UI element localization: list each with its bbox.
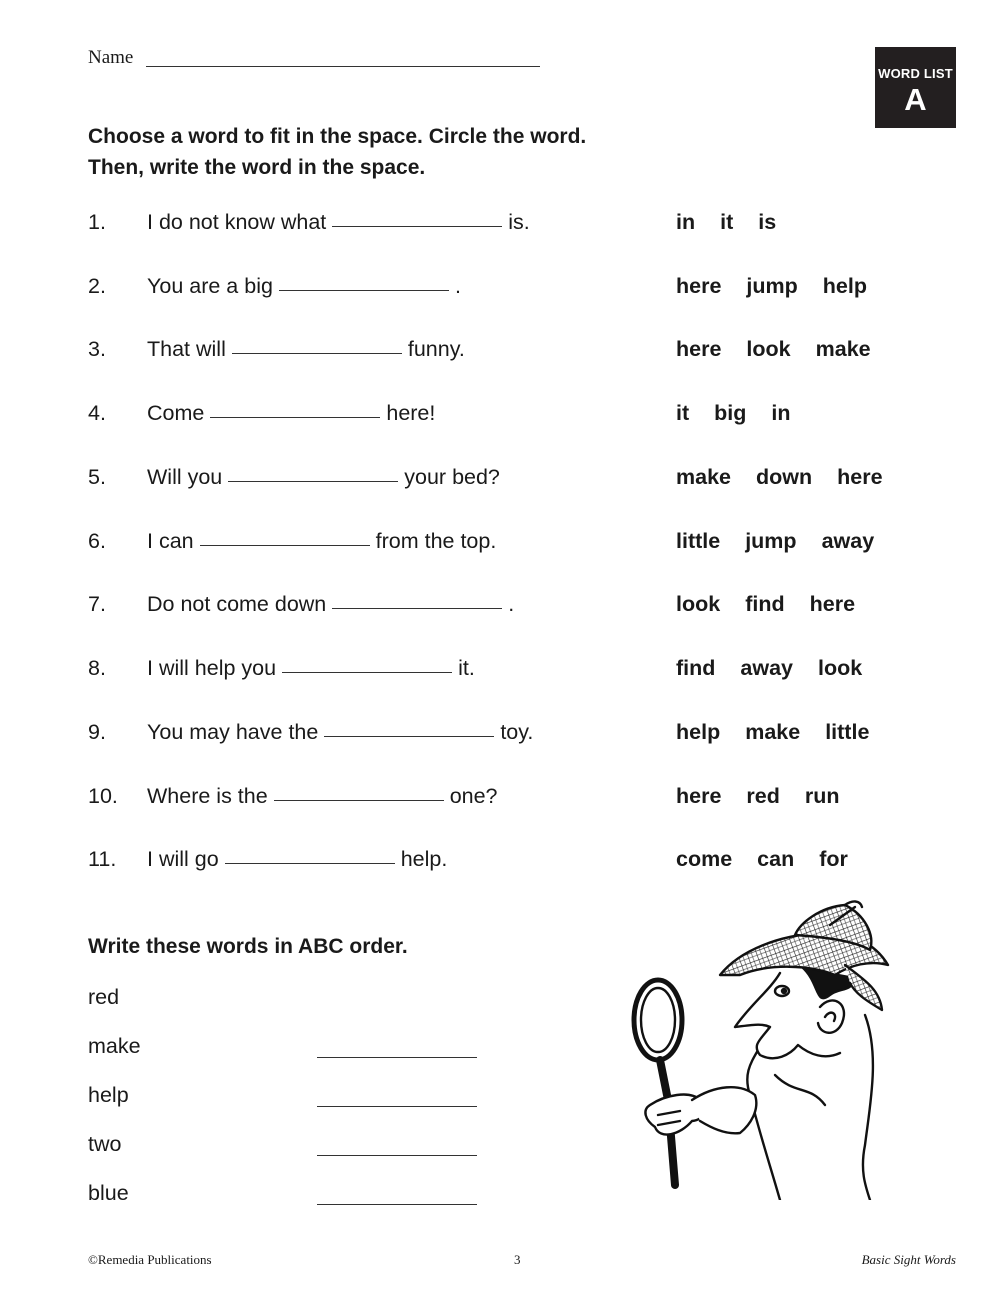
abc-word: help [88,1083,129,1107]
instruction-line-1: Choose a word to fit in the space. Circle the word. [88,125,587,148]
answer-blank[interactable] [332,226,502,227]
abc-word: two [88,1132,122,1156]
choice-word[interactable]: jump [746,274,798,298]
sentence-after: it. [458,656,475,680]
page-number: 3 [514,1252,521,1267]
badge-title: WORD LIST [878,66,953,81]
sentence-after: is. [508,210,530,234]
sentence-after: your bed? [404,465,500,489]
choice-word[interactable]: is [758,210,777,234]
sentence-before: Do not come down [147,592,327,616]
abc-answer-line[interactable] [317,1204,477,1205]
question-sentence [147,656,475,681]
word-choices [676,529,899,554]
sentence-before: That will [147,337,226,361]
word-choices [676,592,880,617]
abc-word: make [88,1034,141,1058]
word-choices [676,784,865,809]
word-choices [676,401,816,426]
choice-word[interactable]: help [676,720,721,744]
question-number: 10. [88,784,118,808]
choice-word[interactable]: make [745,720,801,744]
choice-word[interactable]: in [676,210,696,234]
choice-word[interactable]: away [821,529,875,553]
question-row [0,274,1000,314]
name-label: Name [88,47,134,68]
choice-word[interactable]: here [837,465,883,489]
question-sentence [147,337,465,362]
choice-word[interactable]: find [676,656,716,680]
word-choices [676,210,801,235]
sentence-after: . [508,592,515,616]
sentence-after: one? [449,784,498,808]
question-sentence [147,529,496,554]
choice-word[interactable]: little [825,720,870,744]
answer-blank[interactable] [324,736,494,737]
choice-word[interactable]: for [819,847,848,871]
abc-word: blue [88,1181,129,1205]
choice-word[interactable]: in [771,401,791,425]
question-number: 2. [88,274,106,298]
question-row [0,592,1000,632]
choice-word[interactable]: red [746,784,780,808]
answer-blank[interactable] [200,545,370,546]
question-number: 11. [88,847,117,871]
sentence-after: from the top. [375,529,497,553]
question-number: 7. [88,592,106,616]
question-sentence [147,592,514,617]
question-number: 8. [88,656,106,680]
name-blank-line[interactable] [146,66,540,67]
question-row [0,529,1000,569]
choice-word[interactable]: little [676,529,721,553]
sentence-before: I do not know what [147,210,327,234]
question-row [0,784,1000,824]
sentence-before: I will help you [147,656,277,680]
abc-answer-line[interactable] [317,1155,477,1156]
answer-blank[interactable] [332,608,502,609]
answer-blank[interactable] [225,863,395,864]
word-choices [676,847,873,872]
answer-blank[interactable] [232,353,402,354]
question-row [0,210,1000,250]
answer-blank[interactable] [279,290,449,291]
choice-word[interactable]: jump [745,529,797,553]
sentence-before: You are a big [147,274,273,298]
sentence-before: You may have the [147,720,319,744]
choice-word[interactable]: make [815,337,871,361]
abc-answer-line[interactable] [317,1106,477,1107]
question-row [0,465,1000,505]
question-sentence [147,401,435,426]
choice-word[interactable]: away [740,656,794,680]
choice-word[interactable]: down [756,465,813,489]
question-row [0,847,1000,887]
sentence-after: funny. [407,337,465,361]
publisher-credit: ©Remedia Publications [88,1252,212,1267]
answer-blank[interactable] [228,481,398,482]
word-choices [676,465,908,490]
answer-blank[interactable] [274,800,444,801]
instruction-line-2: Then, write the word in the space. [88,156,426,179]
choice-word[interactable]: here [676,784,722,808]
sentence-before: Where is the [147,784,268,808]
word-list-badge [875,47,956,128]
sentence-before: Come [147,401,205,425]
choice-word[interactable]: run [804,784,840,808]
choice-word[interactable]: make [676,465,731,489]
detective-illustration [620,895,920,1200]
sentence-after: help. [400,847,448,871]
question-number: 3. [88,337,106,361]
question-number: 4. [88,401,106,425]
question-row [0,401,1000,441]
word-choices [676,337,896,362]
choice-word[interactable]: here [676,337,722,361]
answer-blank[interactable] [282,672,452,673]
sentence-after: . [454,274,461,298]
choice-word[interactable]: find [745,592,785,616]
book-title: Basic Sight Words [861,1252,956,1267]
question-sentence [147,720,533,745]
sentence-before: I will go [147,847,219,871]
abc-order-heading: Write these words in ABC order. [88,935,408,958]
choice-word[interactable]: look [746,337,791,361]
choice-word[interactable]: it [676,401,690,425]
abc-word: red [88,985,120,1009]
choice-word[interactable]: look [818,656,863,680]
choice-word[interactable]: here [809,592,856,616]
abc-answer-line[interactable] [317,1057,477,1058]
choice-word[interactable]: come [676,847,733,871]
question-sentence [147,210,530,235]
choice-word[interactable]: can [757,847,795,871]
choice-word[interactable]: help [822,274,867,298]
question-number: 1. [88,210,106,234]
sentence-before: I can [147,529,194,553]
choice-word[interactable]: look [676,592,721,616]
choice-word[interactable]: it [720,210,734,234]
question-number: 5. [88,465,106,489]
question-sentence [147,847,447,872]
question-sentence [147,784,498,809]
question-number: 6. [88,529,106,553]
word-choices [676,720,894,745]
choice-word[interactable]: here [676,274,722,298]
question-sentence [147,274,461,299]
question-row [0,720,1000,760]
sentence-after: toy. [500,720,534,744]
answer-blank[interactable] [210,417,380,418]
badge-letter: A [904,82,927,117]
word-choices [676,274,892,299]
question-row [0,337,1000,377]
sentence-after: here! [386,401,436,425]
question-row [0,656,1000,696]
word-choices [676,656,887,681]
sentence-before: Will you [147,465,223,489]
question-sentence [147,465,500,490]
choice-word[interactable]: big [714,401,747,425]
question-number: 9. [88,720,106,744]
